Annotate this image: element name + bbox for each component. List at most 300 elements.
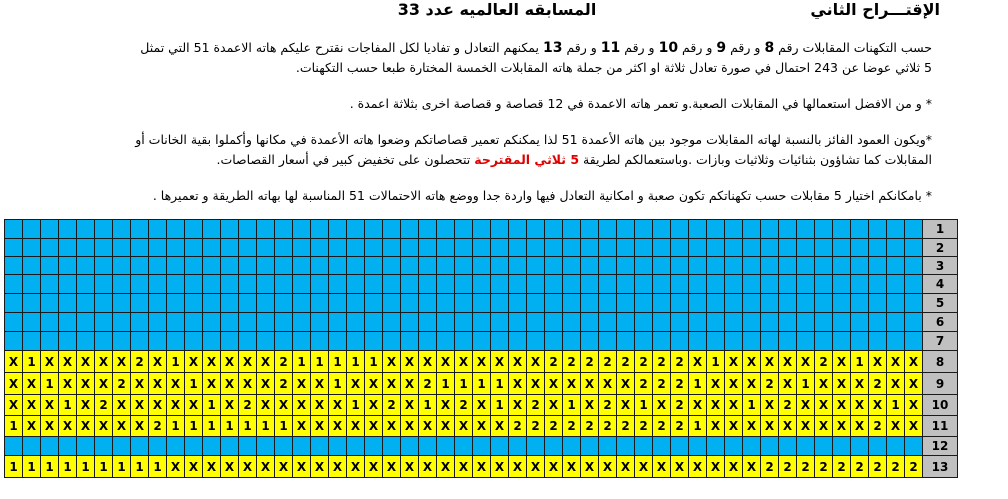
grid-cell: X [869,395,887,416]
grid-cell [671,294,689,313]
grid-cell [509,437,527,456]
grid-cell [419,294,437,313]
grid-cell [41,220,59,239]
grid-row-6 [5,313,958,332]
grid-cell [185,294,203,313]
grid-cell [527,239,545,257]
grid-cell: 1 [797,373,815,395]
grid-cell: 2 [275,351,293,373]
grid-cell [581,275,599,294]
grid-cell [437,257,455,275]
grid-cell: X [239,456,257,478]
grid-cell [869,313,887,332]
grid-cell [437,332,455,351]
grid-cell [833,437,851,456]
grid-cell [113,275,131,294]
grid-cell [545,294,563,313]
grid-cell: X [725,373,743,395]
grid-cell: X [617,456,635,478]
grid-cell [23,332,41,351]
grid-cell [77,220,95,239]
grid-cell [239,332,257,351]
grid-cell [725,275,743,294]
grid-cell: X [365,416,383,437]
grid-cell [833,220,851,239]
grid-cell [563,239,581,257]
grid-cell: 1 [743,395,761,416]
grid-cell [113,437,131,456]
grid-cell: X [293,416,311,437]
grid-cell [77,332,95,351]
grid-cell [671,332,689,351]
grid-cell: X [383,373,401,395]
grid-cell: X [257,456,275,478]
grid-cell: 2 [617,416,635,437]
grid-cell: X [23,395,41,416]
grid-cell: X [635,456,653,478]
grid-cell [635,313,653,332]
grid-cell [275,220,293,239]
grid-cell: X [5,373,23,395]
grid-cell: 1 [131,456,149,478]
grid-cell: X [59,416,77,437]
grid-cell [329,313,347,332]
grid-cell [815,220,833,239]
grid-cell: 1 [275,416,293,437]
grid-cell: 2 [671,395,689,416]
grid-cell [167,220,185,239]
grid-cell [257,257,275,275]
grid-cell [239,437,257,456]
grid-cell: X [293,373,311,395]
grid-cell: 1 [167,416,185,437]
grid-cell: X [707,456,725,478]
grid-cell [257,437,275,456]
page-title: المسابقه العالميه عدد 33 [397,0,597,19]
grid-cell [203,332,221,351]
grid-cell [581,257,599,275]
grid-cell [329,257,347,275]
grid-cell [743,275,761,294]
row-label: 11 [923,416,958,437]
grid-cell [905,437,923,456]
grid-cell: 1 [41,456,59,478]
grid-cell: 1 [23,456,41,478]
grid-cell [725,332,743,351]
grid-cell [5,332,23,351]
grid-cell [797,313,815,332]
grid-cell [671,257,689,275]
grid-cell [401,332,419,351]
row-label: 12 [923,437,958,456]
grid-cell [365,313,383,332]
grid-cell [59,239,77,257]
grid-cell [59,294,77,313]
grid-cell [851,275,869,294]
grid-cell: X [491,351,509,373]
grid-row-2 [5,239,958,257]
grid-cell: 1 [59,456,77,478]
grid-cell [131,257,149,275]
grid-cell: X [725,456,743,478]
grid-cell [203,257,221,275]
grid-cell: 2 [635,351,653,373]
grid-cell: 1 [563,395,581,416]
grid-cell [491,313,509,332]
grid-cell [779,437,797,456]
grid-cell [185,437,203,456]
grid-cell [869,220,887,239]
p1-text-b: و رقم [730,40,761,55]
grid-cell: X [599,373,617,395]
grid-cell [419,332,437,351]
grid-cell [311,313,329,332]
grid-cell [491,294,509,313]
grid-cell: 2 [671,416,689,437]
grid-cell: X [275,395,293,416]
grid-cell [131,313,149,332]
grid-cell [5,220,23,239]
grid-cell: X [59,373,77,395]
grid-cell [635,257,653,275]
grid-cell [509,294,527,313]
grid-cell: 2 [563,416,581,437]
grid-cell [509,257,527,275]
grid-cell [653,257,671,275]
grid-cell [113,313,131,332]
grid-cell [149,313,167,332]
grid-cell: X [221,351,239,373]
grid-cell: 1 [329,351,347,373]
grid-cell [581,239,599,257]
grid-cell [347,294,365,313]
grid-cell: 2 [563,351,581,373]
grid-cell [383,437,401,456]
grid-cell [563,257,581,275]
grid-cell [833,257,851,275]
grid-cell [761,257,779,275]
grid-cell: X [419,416,437,437]
grid-cell: 2 [815,351,833,373]
grid-cell [851,313,869,332]
grid-cell: X [401,395,419,416]
grid-cell: X [113,395,131,416]
grid-cell [383,239,401,257]
grid-cell: X [743,373,761,395]
grid-cell: X [869,351,887,373]
grid-cell: X [203,351,221,373]
grid-cell [473,294,491,313]
grid-cell [851,257,869,275]
grid-cell [545,239,563,257]
grid-cell [131,294,149,313]
grid-row-11 [5,416,958,437]
grid-cell [167,332,185,351]
grid-cell [167,257,185,275]
grid-cell [725,294,743,313]
grid-cell: 1 [311,351,329,373]
grid-cell [113,332,131,351]
grid-cell: X [815,416,833,437]
grid-cell [725,257,743,275]
grid-cell [59,332,77,351]
grid-cell: X [77,351,95,373]
grid-cell: X [221,395,239,416]
grid-cell: X [311,373,329,395]
grid-cell: X [221,456,239,478]
grid-cell [167,239,185,257]
grid-cell: X [77,373,95,395]
grid-cell [203,313,221,332]
grid-cell: 1 [491,373,509,395]
grid-cell [41,275,59,294]
grid-cell [419,275,437,294]
grid-cell: X [437,456,455,478]
grid-cell: 1 [23,351,41,373]
grid-cell [563,332,581,351]
row-label: 4 [923,275,958,294]
grid-cell [95,220,113,239]
grid-cell [5,294,23,313]
grid-cell [779,239,797,257]
grid-cell [491,239,509,257]
grid-cell [887,437,905,456]
grid-cell [41,239,59,257]
grid-cell [473,437,491,456]
grid-cell [437,275,455,294]
grid-cell: 1 [887,395,905,416]
grid-cell [329,275,347,294]
grid-cell [689,239,707,257]
grid-cell [797,332,815,351]
grid-cell [41,294,59,313]
grid-cell [311,239,329,257]
grid-cell [617,275,635,294]
grid-cell: X [131,416,149,437]
grid-cell [5,437,23,456]
grid-cell [185,275,203,294]
grid-cell [527,257,545,275]
grid-cell: X [851,395,869,416]
grid-cell [203,294,221,313]
grid-cell [221,294,239,313]
grid-cell: 1 [689,373,707,395]
grid-cell [59,220,77,239]
grid-cell [239,220,257,239]
grid-cell [329,220,347,239]
grid-cell: 2 [779,395,797,416]
grid-row-9 [5,373,958,395]
grid-cell [563,313,581,332]
grid-cell [617,313,635,332]
p3-line-2-b: تتحصلون على تخفيض كبير في أسعار القصاصات. [216,152,471,167]
grid-cell [95,313,113,332]
grid-cell: X [563,373,581,395]
grid-cell [77,294,95,313]
grid-cell: X [581,373,599,395]
row-label: 5 [923,294,958,313]
grid-cell: X [149,373,167,395]
grid-cell [905,239,923,257]
grid-cell: X [401,416,419,437]
grid-cell: 1 [455,373,473,395]
grid-cell [743,332,761,351]
grid-cell: X [365,373,383,395]
grid-cell: X [347,416,365,437]
grid-cell [473,275,491,294]
grid-cell: X [707,373,725,395]
grid-cell [113,220,131,239]
grid-cell [797,275,815,294]
grid-cell [347,257,365,275]
grid-cell: X [689,456,707,478]
grid-cell [185,239,203,257]
grid-row-1 [5,220,958,239]
grid-cell [365,257,383,275]
grid-cell [509,239,527,257]
grid-cell [635,239,653,257]
grid-cell [167,294,185,313]
grid-cell [815,257,833,275]
grid-cell [707,294,725,313]
grid-cell: 2 [131,351,149,373]
grid-cell [653,294,671,313]
grid-cell [599,313,617,332]
grid-cell: X [797,416,815,437]
grid-cell: 1 [851,351,869,373]
grid-cell: X [905,351,923,373]
row-label: 8 [923,351,958,373]
grid-cell [455,239,473,257]
grid-cell [401,257,419,275]
grid-cell [653,275,671,294]
grid-cell [203,220,221,239]
grid-cell [59,313,77,332]
grid-cell [419,239,437,257]
grid-cell [383,313,401,332]
grid-cell [887,332,905,351]
grid-cell [761,275,779,294]
grid-cell: 2 [581,416,599,437]
grid-cell: X [545,373,563,395]
grid-cell [455,294,473,313]
grid-cell: 2 [419,373,437,395]
grid-cell [905,275,923,294]
grid-cell [77,313,95,332]
grid-cell [491,220,509,239]
grid-cell [455,313,473,332]
grid-cell [437,313,455,332]
grid-cell [581,313,599,332]
grid-cell [851,332,869,351]
grid-cell [113,294,131,313]
grid-cell: X [797,351,815,373]
grid-cell [725,220,743,239]
grid-cell: 1 [95,456,113,478]
grid-cell [95,257,113,275]
grid-cell: X [833,373,851,395]
grid-cell [113,239,131,257]
grid-cell [221,239,239,257]
grid-cell: X [311,416,329,437]
grid-cell [653,220,671,239]
grid-cell [365,275,383,294]
grid-cell: X [5,351,23,373]
grid-cell [347,313,365,332]
grid-cell: X [437,416,455,437]
grid-cell: X [545,456,563,478]
grid-cell: 2 [509,416,527,437]
grid-cell: 1 [221,416,239,437]
grid-cell [437,239,455,257]
grid-cell [5,239,23,257]
grid-cell [23,313,41,332]
grid-cell [743,294,761,313]
grid-cell [293,437,311,456]
grid-cell [761,332,779,351]
grid-cell [473,332,491,351]
grid-cell: 1 [365,351,383,373]
grid-cell [455,332,473,351]
grid-cell [59,257,77,275]
grid-cell [347,220,365,239]
grid-cell [707,220,725,239]
grid-cell: X [41,395,59,416]
grid-cell [617,257,635,275]
grid-cell [347,437,365,456]
grid-cell: 1 [149,456,167,478]
grid-cell: X [905,373,923,395]
grid-row-8 [5,351,958,373]
grid-cell: X [311,395,329,416]
grid-cell [905,294,923,313]
grid-cell [671,275,689,294]
grid-cell: 2 [815,456,833,478]
grid-cell [311,294,329,313]
grid-cell: X [887,373,905,395]
grid-cell [833,294,851,313]
grid-cell: X [221,373,239,395]
grid-cell [869,332,887,351]
p1-text-c: و رقم [682,40,713,55]
grid-cell [707,257,725,275]
combination-grid [4,219,958,478]
grid-cell [437,220,455,239]
grid-cell [887,257,905,275]
grid-cell [347,332,365,351]
grid-cell [527,332,545,351]
grid-cell: 1 [293,351,311,373]
grid-cell [725,313,743,332]
grid-cell [599,239,617,257]
grid-cell: 2 [599,416,617,437]
grid-cell: X [689,395,707,416]
grid-cell [149,257,167,275]
grid-cell [563,294,581,313]
grid-cell: X [383,416,401,437]
grid-cell [725,437,743,456]
grid-cell: X [509,456,527,478]
grid-cell [383,275,401,294]
grid-cell: 1 [203,395,221,416]
grid-cell: X [347,456,365,478]
grid-cell: 2 [617,351,635,373]
grid-cell: X [401,373,419,395]
grid-cell [653,332,671,351]
grid-cell [743,437,761,456]
grid-cell [59,437,77,456]
grid-cell [509,275,527,294]
